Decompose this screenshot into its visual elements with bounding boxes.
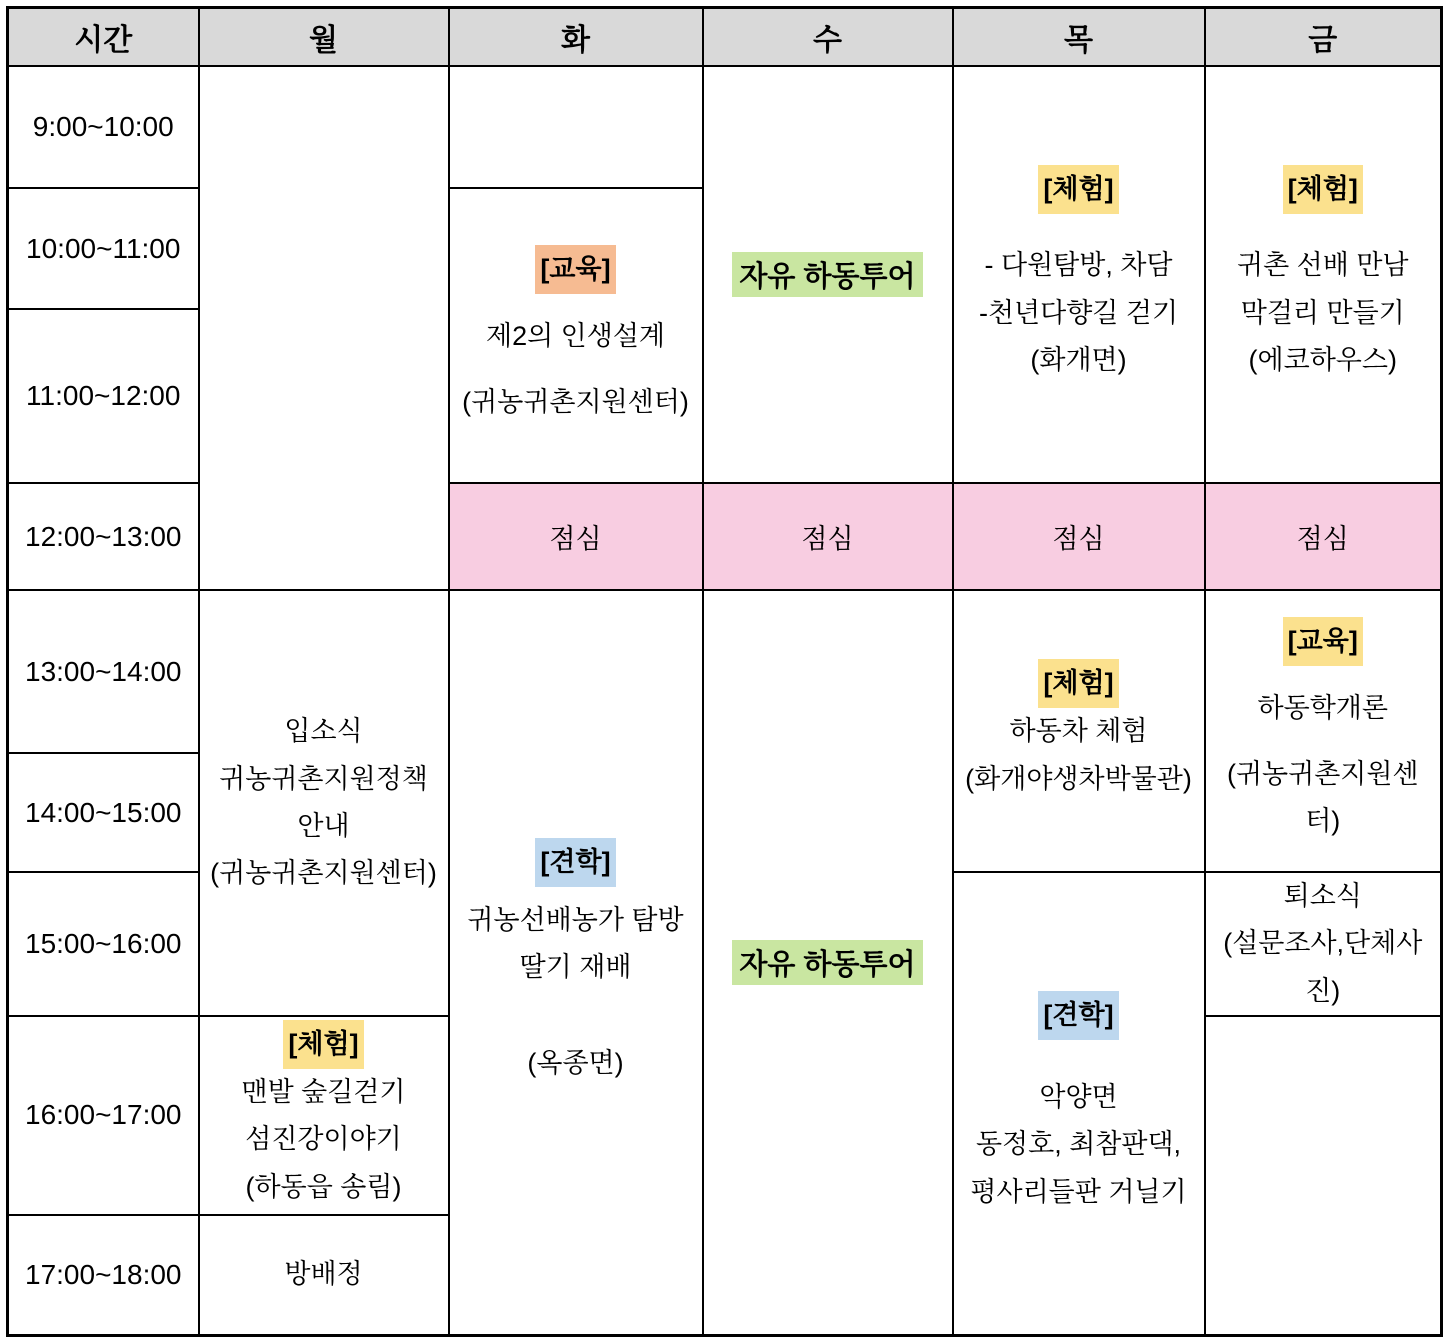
cell-tue-early-empty xyxy=(449,66,703,188)
cell-line: - 다원탐방, 차담 xyxy=(984,250,1173,281)
time-slot-1500: 15:00~16:00 xyxy=(8,872,199,1016)
cell-thu-lunch: 점심 xyxy=(953,483,1205,590)
header-col-mon: 월 xyxy=(199,8,449,67)
header-col-time: 시간 xyxy=(8,8,199,67)
cell-fri-evening xyxy=(1205,872,1442,1016)
cell-thu-evening xyxy=(953,872,1205,1335)
time-slot-1200: 12:00~13:00 xyxy=(8,483,199,590)
cell-line: 하동학개론 xyxy=(1257,692,1388,723)
cell-mon-morning-empty xyxy=(199,66,449,590)
free-hadong-tour-highlight: 자유 하동투어 xyxy=(732,940,922,985)
education-tag: [교육] xyxy=(535,245,615,294)
cell-line: (귀농귀촌지원센터) xyxy=(210,858,437,889)
cell-line: 제2의 인생설계 xyxy=(485,320,665,351)
header-col-thu: 목 xyxy=(953,8,1205,67)
header-row xyxy=(8,8,1442,67)
cell-line: 퇴소식 xyxy=(1283,881,1362,911)
cell-mon-evening xyxy=(199,1016,449,1215)
cell-line: 섬진강이야기 xyxy=(245,1124,402,1155)
cell-fri-lunch: 점심 xyxy=(1205,483,1442,590)
cell-line: (하동읍 송림) xyxy=(245,1171,402,1202)
cell-tue-lunch: 점심 xyxy=(449,483,703,590)
cell-wed-morning xyxy=(703,66,953,483)
cell-line: (설문조사,단체사진) xyxy=(1223,928,1423,1006)
time-slot-1700: 17:00~18:00 xyxy=(8,1215,199,1336)
cell-line: 귀농귀촌지원정책 xyxy=(219,763,428,794)
cell-line: (귀농귀촌지원센터) xyxy=(462,387,689,418)
cell-line: 동정호, 최참판댁, xyxy=(975,1129,1182,1160)
cell-line: (화개야생차박물관) xyxy=(965,763,1192,794)
time-slot-1000: 10:00~11:00 xyxy=(8,188,199,309)
experience-tag: [체험] xyxy=(283,1020,363,1069)
blank-line xyxy=(454,992,698,1040)
cell-line: 하동차 체험 xyxy=(1009,716,1148,747)
field-trip-tag: [견학] xyxy=(1038,991,1118,1040)
header-col-wed: 수 xyxy=(703,8,953,67)
cell-line: 안내 xyxy=(297,810,350,841)
experience-tag: [체험] xyxy=(1038,659,1118,708)
cell-line: -천년다향길 걷기 xyxy=(978,297,1179,328)
header-col-fri: 금 xyxy=(1205,8,1442,67)
cell-fri-afternoon xyxy=(1205,590,1442,872)
header-col-tue: 화 xyxy=(449,8,703,67)
cell-tue-afternoon xyxy=(449,590,703,1335)
cell-line: 귀촌 선배 만남 xyxy=(1237,250,1409,281)
cell-fri-morning xyxy=(1205,66,1442,483)
free-hadong-tour-highlight: 자유 하동투어 xyxy=(732,252,922,297)
cell-line: 귀농선배농가 탐방 xyxy=(467,905,684,936)
cell-line: 악양면 xyxy=(1039,1082,1118,1113)
field-trip-tag: [견학] xyxy=(535,838,615,887)
time-slot-1400: 14:00~15:00 xyxy=(8,753,199,872)
education-tag: [교육] xyxy=(1283,617,1363,666)
cell-thu-afternoon xyxy=(953,590,1205,872)
cell-mon-night xyxy=(199,1215,449,1336)
cell-thu-morning xyxy=(953,66,1205,483)
weekly-schedule-table xyxy=(6,6,1443,1337)
experience-tag: [체험] xyxy=(1283,165,1363,214)
cell-line: 맨발 숲길걷기 xyxy=(241,1077,406,1107)
time-slot-0900: 9:00~10:00 xyxy=(8,66,199,188)
cell-line: 평사리들판 거닐기 xyxy=(970,1176,1187,1207)
cell-wed-afternoon xyxy=(703,590,953,1335)
time-slot-1300: 13:00~14:00 xyxy=(8,590,199,753)
experience-tag: [체험] xyxy=(1038,165,1118,214)
time-slot-1100: 11:00~12:00 xyxy=(8,309,199,483)
cell-line: 방배정 xyxy=(284,1259,363,1290)
cell-line: (화개면) xyxy=(1030,344,1127,375)
cell-line: 입소식 xyxy=(284,716,363,747)
cell-line: (귀농귀촌지원센터) xyxy=(1226,759,1419,837)
cell-line: 막걸리 만들기 xyxy=(1240,297,1405,328)
time-slot-1600: 16:00~17:00 xyxy=(8,1016,199,1215)
cell-line: 딸기 재배 xyxy=(519,952,632,983)
cell-fri-night-empty xyxy=(1205,1016,1442,1336)
cell-wed-lunch: 점심 xyxy=(703,483,953,590)
row-1300 xyxy=(8,590,1442,753)
cell-line: (옥종면) xyxy=(527,1047,624,1078)
cell-mon-afternoon xyxy=(199,590,449,1016)
cell-line: (에코하우스) xyxy=(1248,344,1397,375)
cell-tue-morning xyxy=(449,188,703,483)
row-0900 xyxy=(8,66,1442,188)
